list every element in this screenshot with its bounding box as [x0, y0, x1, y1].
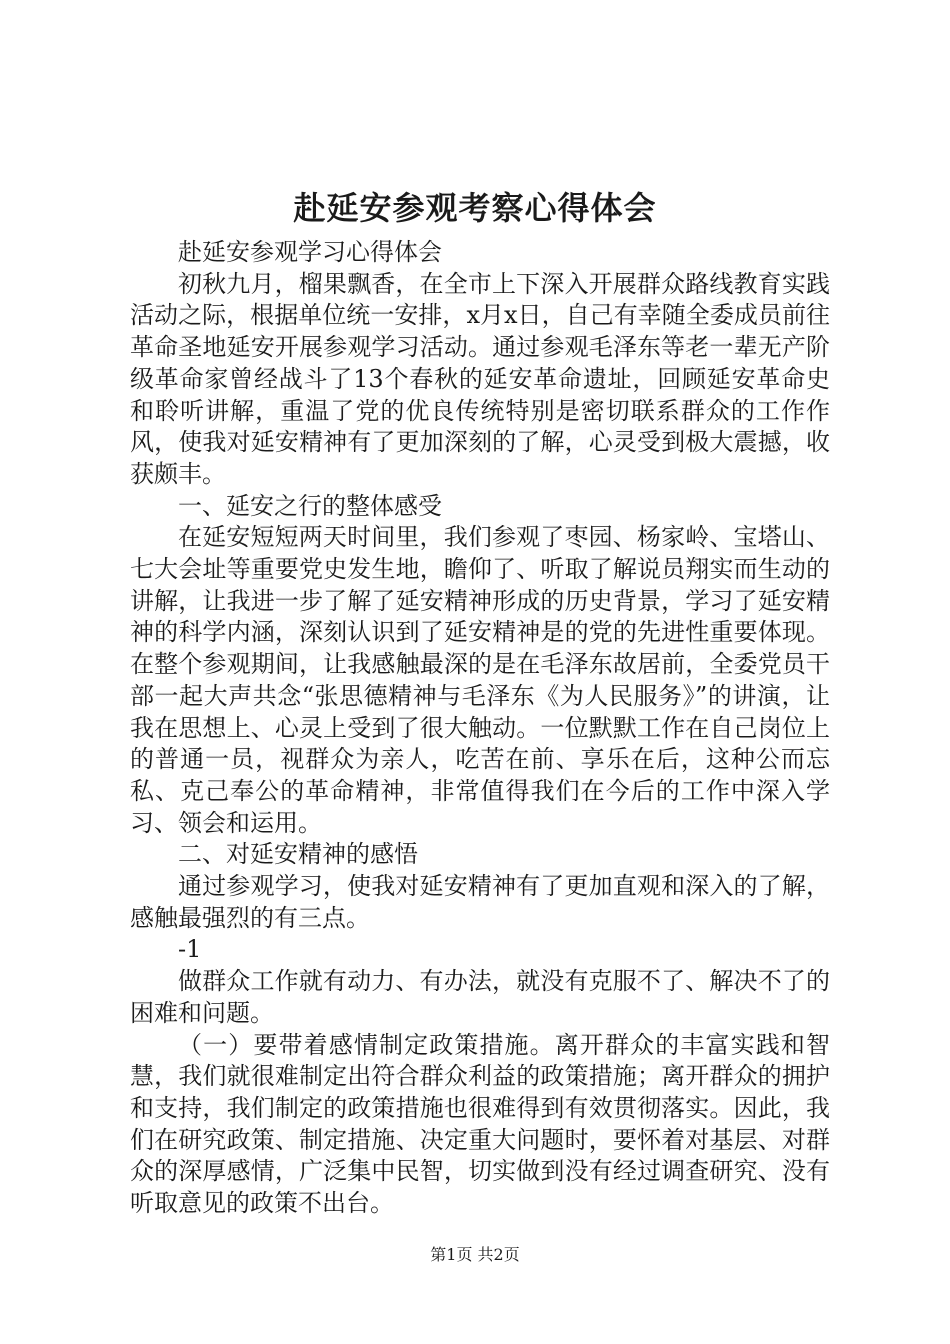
section-heading-1: 一、延安之行的整体感受 — [178, 491, 442, 520]
section-1-paragraph: 在延安短短两天时间里，我们参观了枣园、杨家岭、宝塔山、七大会址等重要党史发生地，瞻仰了、听取了解说员翔实而生动的讲解，让我进一步了解了延安精神形成的历史背景，学习了延安精神的科学内涵，深刻认识到了延安精神是的党的先进性重要体现。在整个参观期间，让我感触最深的是在毛泽东故居前，全委党员干部一起大声共念“张思德精神与毛泽东《为人民服务》”的讲演，让我在思想上、心灵上受到了很大触动。一位默默工作在自己岗位上的普通一员，视群众为亲人，吃苦在前、享乐在后，这种公而忘私、克己奉公的革命精神，非常值得我们在今后的工作中深入学习、领会和运用。 — [130, 523, 830, 837]
subsection-1-paragraph: （一）要带着感情制定政策措施。离开群众的丰富实践和智慧，我们就很难制定出符合群众利益的政策措施；离开群众的拥护和支持，我们制定的政策措施也很难得到有效贯彻落实。因此，我们在研究政策、制定措施、决定重大问题时，要怀着对基层、对群众的深厚感情，广泛集中民智，切实做到没有经过调查研究、没有听取意见的政策不出台。 — [130, 1030, 830, 1218]
section-2-paragraph: 做群众工作就有动力、有办法，就没有克服不了、解决不了的困难和问题。 — [130, 967, 830, 1027]
document-title: 赴延安参观考察心得体会 — [293, 189, 657, 227]
list-marker: -1 — [178, 935, 202, 964]
intro-paragraph: 初秋九月，榴果飘香，在全市上下深入开展群众路线教育实践活动之际，根据单位统一安排，x月x日，自己有幸随全委成员前往革命圣地延安开展参观学习活动。通过参观毛泽东等老一辈无产阶级革命家曾经战斗了13个春秋的延安革命遗址，回顾延安革命史和聆听讲解，重温了党的优良传统特别是密切联系群众的工作作风，使我对延安精神有了更加深刻的了解，心灵受到极大震撼，收获颇丰。 — [130, 269, 830, 488]
section-heading-2: 二、对延安精神的感悟 — [178, 840, 418, 869]
subtitle-paragraph: 赴延安参观学习心得体会 — [178, 238, 442, 266]
document-body — [130, 237, 830, 1220]
section-2-intro-paragraph: 通过参观学习，使我对延安精神有了更加直观和深入的了解，感触最强烈的有三点。 — [130, 872, 830, 932]
page-number-footer: 第1页 共2页 — [430, 1245, 520, 1264]
